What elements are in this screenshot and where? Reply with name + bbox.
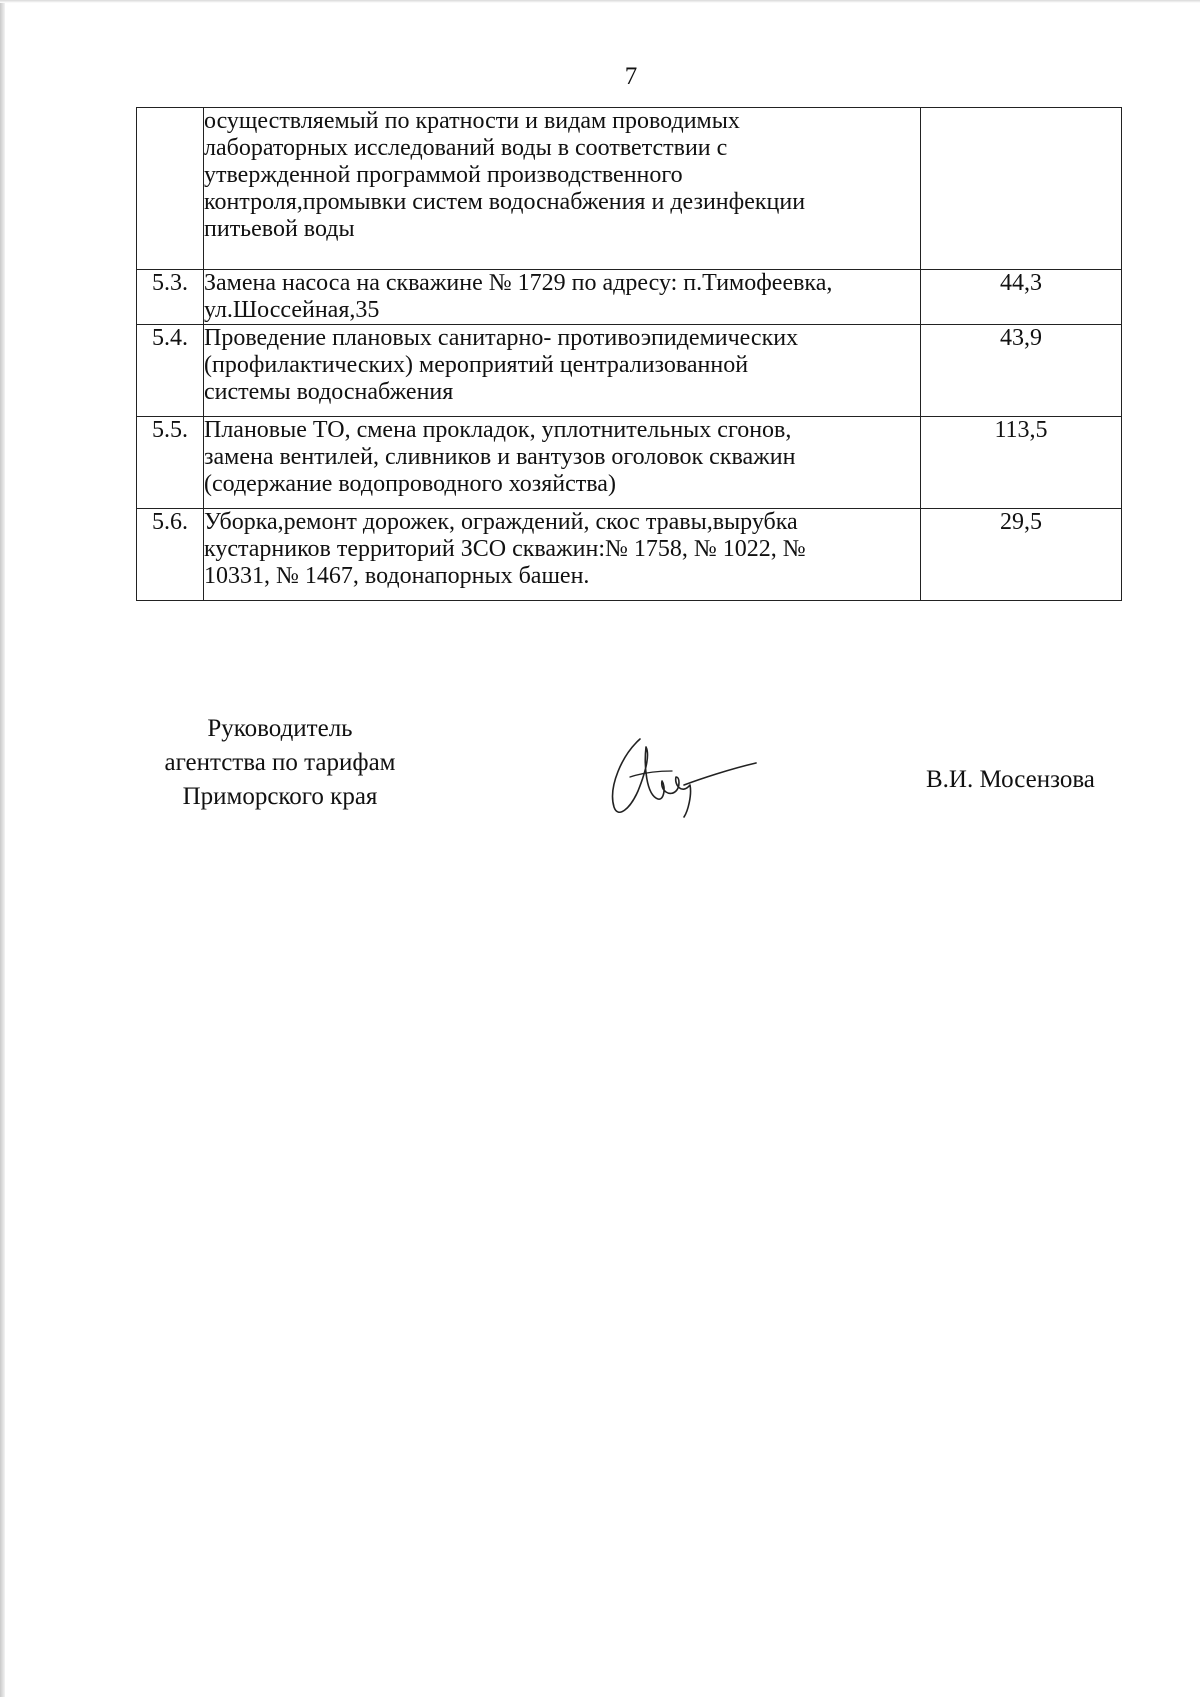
position-line: Руководитель <box>207 715 353 742</box>
description-line: Проведение плановых санитарно- противоэпидемических <box>204 325 799 351</box>
description-line: кустарников территорий ЗСО скважин:№ 1758, № 1022, № <box>204 536 806 562</box>
row-value: 113,5 <box>921 417 1122 509</box>
row-number: 5.5. <box>137 417 204 509</box>
row-number: 5.3. <box>137 270 204 325</box>
signatory-position <box>150 712 410 814</box>
row-description <box>204 270 921 325</box>
row-value: 44,3 <box>921 270 1122 325</box>
position-line: агентства по тарифам <box>164 749 396 776</box>
table-row <box>137 270 1122 325</box>
scan-top-edge <box>0 0 1200 3</box>
row-value: 43,9 <box>921 325 1122 417</box>
description-line: Плановые ТО, смена прокладок, уплотнительных сгонов, <box>204 417 792 443</box>
description-line: (содержание водопроводного хозяйства) <box>204 471 616 497</box>
signatory-name: В.И. Мосензова <box>926 766 1095 793</box>
description-line: замена вентилей, сливников и вантузов оголовок скважин <box>204 444 796 470</box>
page-number: 7 <box>624 63 638 90</box>
row-value: 29,5 <box>921 509 1122 601</box>
row-description <box>204 325 921 417</box>
description-line: (профилактических) мероприятий централизованной <box>204 352 749 378</box>
description-line: питьевой воды <box>204 216 355 242</box>
description-line: системы водоснабжения <box>204 379 454 405</box>
description-line: утвержденной программой производственного <box>204 162 683 188</box>
description-line: лабораторных исследований воды в соответствии с <box>204 135 728 161</box>
table-row <box>137 417 1122 509</box>
works-table <box>136 107 1122 601</box>
table-row <box>137 325 1122 417</box>
row-number-cell <box>137 108 204 270</box>
row-description <box>204 417 921 509</box>
table-row-continuation <box>137 108 1122 270</box>
description-line: Замена насоса на скважине № 1729 по адресу: п.Тимофеевка, <box>204 270 833 296</box>
description-line: осуществляемый по кратности и видам проводимых <box>204 108 740 134</box>
row-number: 5.4. <box>137 325 204 417</box>
scan-edge <box>0 0 5 1697</box>
position-line: Приморского края <box>182 783 378 810</box>
table-row <box>137 509 1122 601</box>
row-value <box>921 108 1122 270</box>
description-line: Уборка,ремонт дорожек, ограждений, скос травы,вырубка <box>204 509 798 535</box>
row-description <box>204 108 921 270</box>
description-line: ул.Шоссейная,35 <box>204 297 380 323</box>
row-number: 5.6. <box>137 509 204 601</box>
handwritten-signature <box>600 725 760 825</box>
description-line: контроля,промывки систем водоснабжения и дезинфекции <box>204 189 806 215</box>
description-line: 10331, № 1467, водонапорных башен. <box>204 563 590 589</box>
row-description <box>204 509 921 601</box>
